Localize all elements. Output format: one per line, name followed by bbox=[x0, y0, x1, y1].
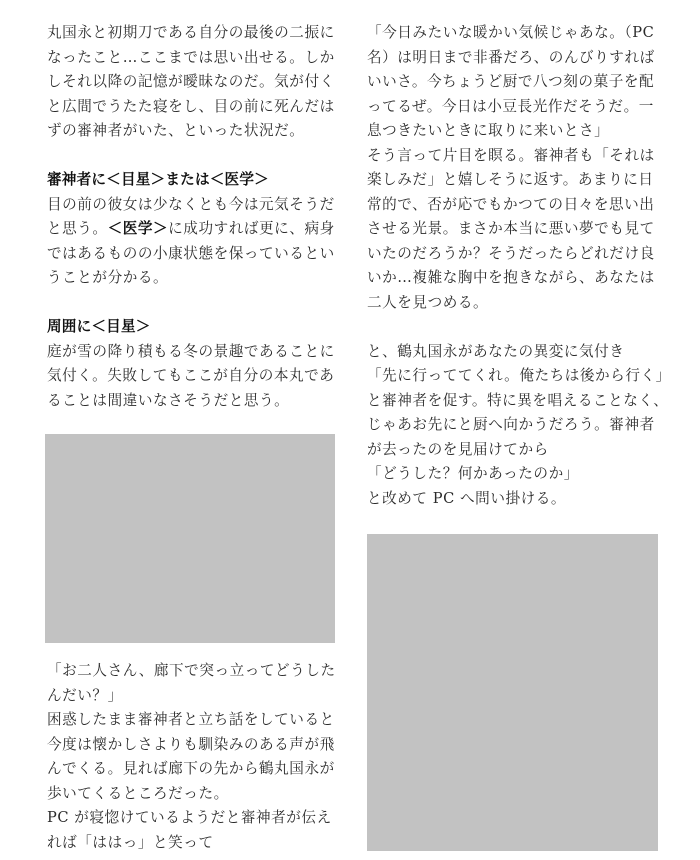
text-line: じゃあお先にと厨へ向かうだろう。審神者 bbox=[367, 416, 655, 433]
text-line: 庭が雪の降り積もる冬の景趣であることに bbox=[47, 342, 335, 360]
text-line: なったこと…ここまでは思い出せる。しか bbox=[47, 48, 335, 66]
dialogue-paragraph-2 bbox=[367, 340, 671, 512]
skill-check-section-surroundings bbox=[47, 315, 339, 413]
text-line: 「今日みたいな暖かい気候じゃあな。（PC bbox=[367, 24, 655, 41]
image-placeholder-left bbox=[45, 434, 335, 643]
text-line: ることは間違いなさそうだと思う。 bbox=[47, 391, 290, 409]
text-line: いいさ。今ちょうど厨で八つ刻の菓子を配 bbox=[367, 73, 655, 90]
text-line: と審神者を促す。特に異を唱えることなく、 bbox=[367, 391, 669, 409]
paragraph-spacer bbox=[47, 291, 339, 316]
text-line: 困惑したまま審神者と立ち話をしていると bbox=[47, 711, 335, 728]
text-fragment: に成功すれば更に、病身 bbox=[168, 220, 335, 237]
skill-check-section-medical bbox=[47, 168, 339, 291]
text-line: んでくる。見れば廊下の先から鶴丸国永が bbox=[47, 760, 335, 777]
dialogue-paragraph-1 bbox=[367, 21, 661, 315]
text-line: 常的で、否が応でもかつての日々を思い出 bbox=[367, 195, 655, 213]
left-column-upper bbox=[47, 21, 339, 413]
text-line: れば「ははっ」と笑って bbox=[47, 833, 214, 851]
paragraph-spacer bbox=[47, 144, 339, 169]
text-line: 楽しみだ」と嬉しそうに返す。あまりに日 bbox=[367, 171, 654, 188]
paragraph-spacer bbox=[367, 315, 661, 340]
image-placeholder-right bbox=[367, 534, 658, 851]
text-line: と、鶴丸国永があなたの異変に気付き bbox=[367, 342, 625, 360]
text-line: 「どうした？何かあったのか」 bbox=[367, 465, 579, 482]
text-line: しそれ以降の記憶が曖昧なのだ。気が付く bbox=[47, 73, 335, 90]
text-line: 二人を見つめる。 bbox=[367, 293, 489, 311]
text-line: そう言って片目を瞑る。審神者も「それは bbox=[367, 146, 655, 164]
text-line: と改めて PC へ問い掛ける。 bbox=[367, 489, 567, 507]
section-heading: 審神者に＜目星＞または＜医学＞ bbox=[47, 171, 269, 188]
text-line: 気付く。失敗してもここが自分の本丸であ bbox=[47, 367, 335, 384]
text-line: ではあるものの小康状態を保っているとい bbox=[47, 244, 335, 262]
text-line: ずの審神者がいた、といった状況だ。 bbox=[47, 122, 305, 139]
section-heading: 周囲に＜目星＞ bbox=[47, 318, 151, 335]
text-line: いか…複雑な胸中を抱きながら、あなたは bbox=[367, 269, 655, 286]
text-line: うことが分かる。 bbox=[47, 269, 169, 286]
text-line: と広間でうたた寝をし、目の前に死んだは bbox=[47, 97, 335, 115]
text-line: が去ったのを見届けてから bbox=[367, 440, 549, 458]
intro-paragraph bbox=[47, 21, 339, 144]
bold-skill-tag: ＜医学＞ bbox=[107, 220, 169, 237]
left-column-lower bbox=[47, 659, 339, 855]
text-line-with-bold bbox=[47, 217, 339, 242]
text-line: 歩いてくるところだった。 bbox=[47, 784, 229, 802]
text-line: 息つきたいときに取りに来いとさ」 bbox=[367, 122, 610, 139]
text-fragment: と思う。 bbox=[47, 220, 108, 237]
text-line: 今度は懐かしさよりも馴染みのある声が飛 bbox=[47, 735, 335, 753]
text-line: ってるぜ。今日は小豆長光作だそうだ。一 bbox=[367, 97, 654, 115]
text-line: させる光景。まさか本当に悪い夢でも見て bbox=[367, 220, 655, 237]
text-line: 「お二人さん、廊下で突っ立ってどうした bbox=[47, 662, 336, 679]
right-column bbox=[367, 21, 671, 511]
text-line: 「先に行っててくれ。俺たちは後から行く」 bbox=[367, 367, 671, 384]
text-line: 丸国永と初期刀である自分の最後の二振に bbox=[47, 24, 335, 41]
text-line: んだい？」 bbox=[47, 686, 123, 704]
text-line: PC が寝惚けているようだと審神者が伝え bbox=[47, 809, 332, 826]
text-line: 名）は明日まで非番だろ、のんびりすれば bbox=[367, 48, 655, 66]
text-line: いたのだろうか？そうだったらどれだけ良 bbox=[367, 244, 655, 262]
text-line: 目の前の彼女は少なくとも今は元気そうだ bbox=[47, 195, 335, 213]
